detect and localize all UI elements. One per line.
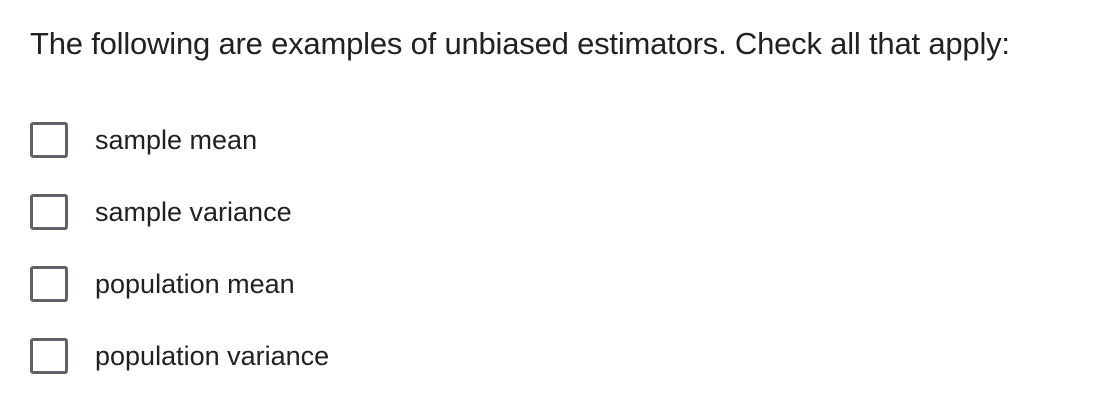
option-sample-variance[interactable]	[30, 194, 329, 230]
checkbox[interactable]	[30, 266, 68, 302]
checkbox[interactable]	[30, 338, 68, 374]
option-population-mean[interactable]	[30, 266, 329, 302]
checkbox[interactable]	[30, 194, 68, 230]
option-sample-mean[interactable]	[30, 122, 329, 158]
checkbox-group	[30, 122, 329, 374]
option-label: population variance	[95, 341, 330, 371]
option-label: population mean	[95, 269, 295, 299]
option-label: sample mean	[95, 125, 258, 155]
checkbox[interactable]	[30, 122, 68, 158]
option-population-variance[interactable]	[30, 338, 329, 374]
option-label: sample variance	[95, 197, 292, 227]
question-text: The following are examples of unbiased estimators. Check all that apply:	[30, 26, 1010, 61]
